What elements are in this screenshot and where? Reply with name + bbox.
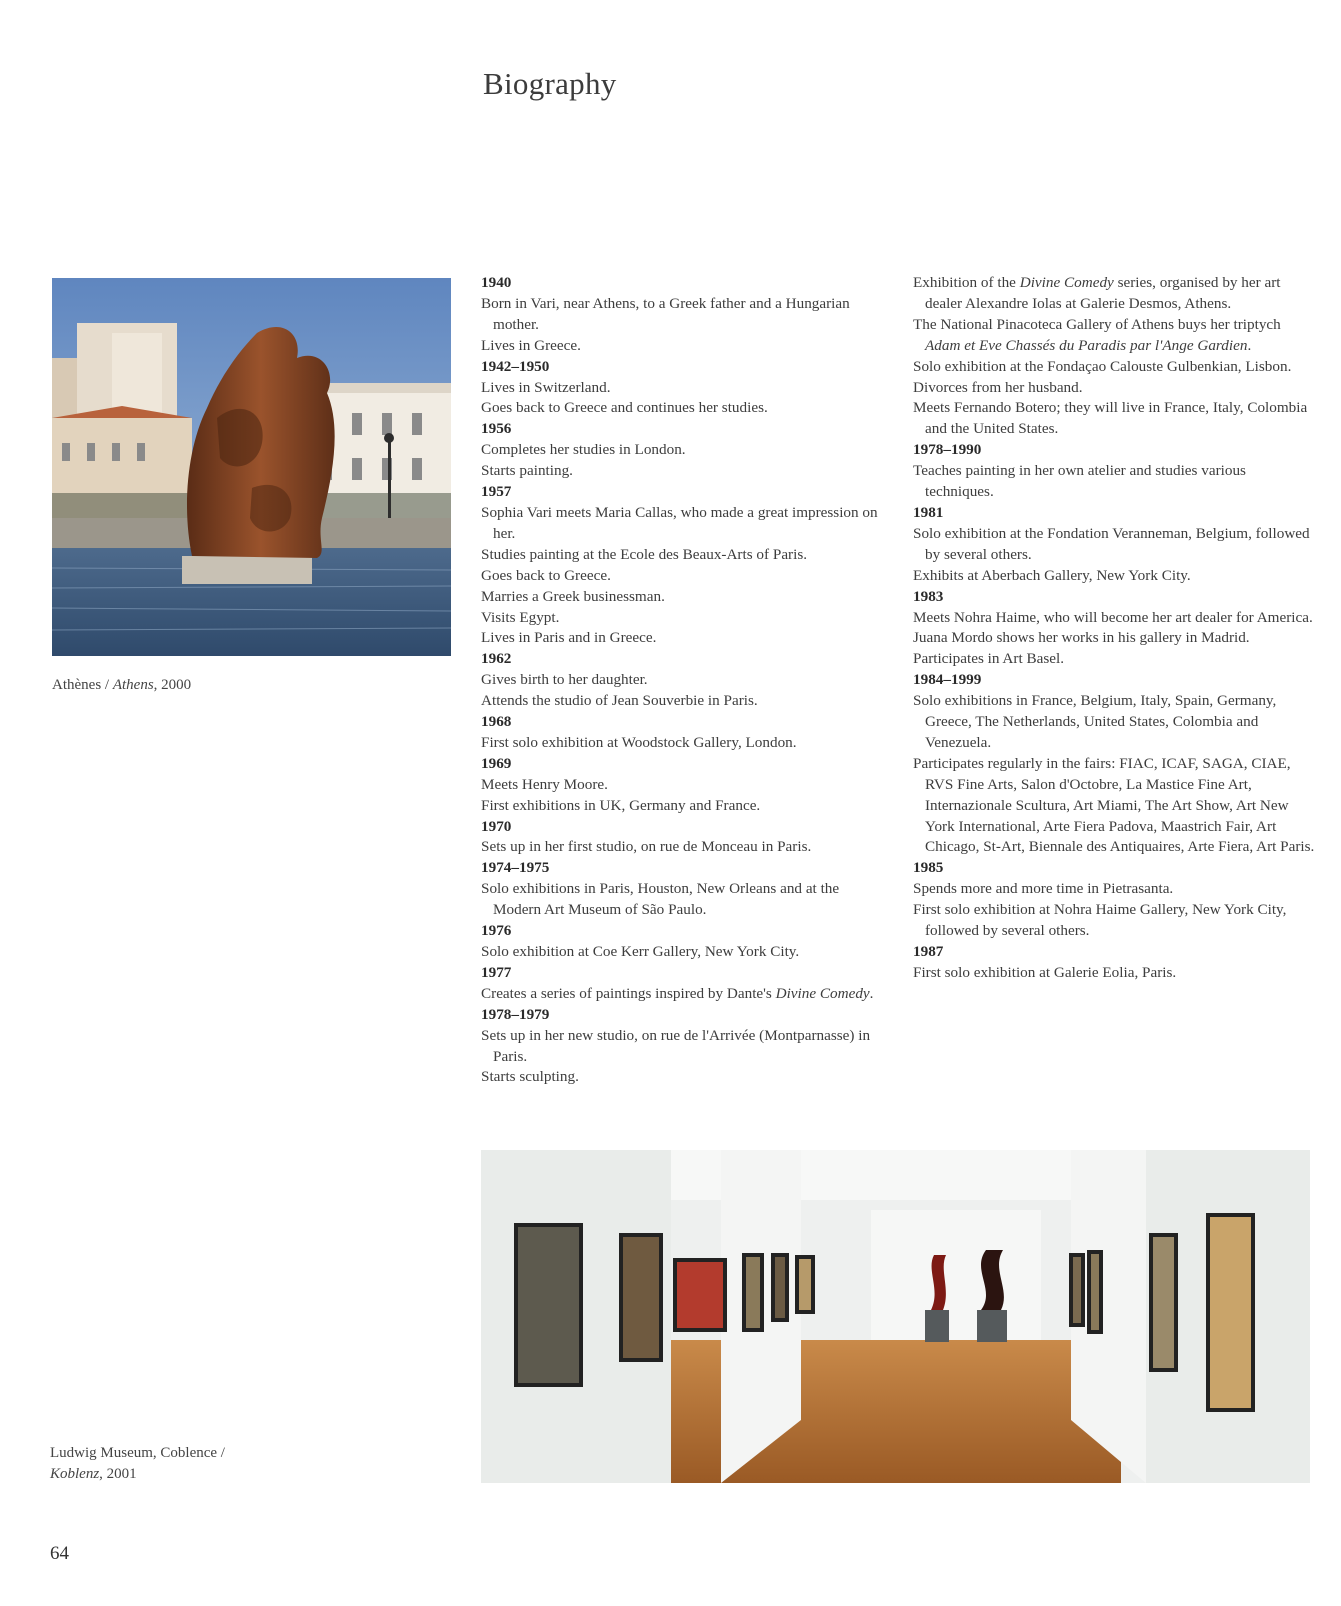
year-heading: 1976 — [481, 922, 512, 940]
biography-entry — [913, 357, 1318, 378]
biography-entry — [913, 524, 1318, 566]
biography-entry — [913, 754, 1318, 859]
biography-entry — [481, 942, 886, 963]
entry-text: Solo exhibition at Coe Kerr Gallery, New York City. — [481, 943, 800, 960]
biography-entry — [481, 294, 886, 336]
entry-text: Starts sculpting. — [481, 1068, 579, 1086]
athens-sculpture-photo — [52, 278, 451, 656]
entry-text: Meets Fernando Botero; they will live in France, Italy, Colombia and the United States. — [913, 399, 1308, 438]
entry-text-end: series, organised by her art dealer Alexandre Iolas at Galerie Desmos, Athens. — [925, 274, 1281, 312]
museum-gallery-photo — [481, 1150, 1310, 1483]
entry-italic-title: Divine Comedy — [775, 984, 870, 1002]
entry-text: Solo exhibition at the Fondation Veranneman, Belgium, followed by several others. — [913, 524, 1310, 563]
biography-entry — [913, 315, 1318, 357]
biography-entry — [481, 796, 886, 817]
entry-text: Solo exhibitions in France, Belgium, Italy, Spain, Germany, Greece, The Netherlands, United States, Colombia and Venezuela. — [913, 692, 1277, 751]
entry-text: Teaches painting in her own atelier and studies various techniques. — [913, 462, 1246, 501]
year-heading: 1968 — [481, 713, 512, 731]
year-heading: 1984–1999 — [913, 671, 982, 689]
entry-text: Meets Nohra Haime, who will become her art dealer for America. — [913, 608, 1313, 626]
entry-text: Creates a series of paintings inspired by Dante's — [481, 984, 776, 1002]
year-heading: 1978–1979 — [481, 1005, 550, 1023]
entry-text: Studies painting at the Ecole des Beaux-Arts of Paris. — [481, 545, 808, 563]
entry-text: Participates regularly in the fairs: FIAC, ICAF, SAGA, CIAE, RVS Fine Arts, Salon d'Octobre, La Mastice Fine Art, Internazionale Scultura, Art Miami, The Art Show, Art New York International, Arte Fiera Padova, Maastrich Fair, Art Chicago, St-Art, Biennale des Antiquaires, Arte Fiera, Art Paris. — [913, 754, 1315, 856]
caption-italic: Athens — [112, 677, 154, 693]
biography-entry — [481, 336, 886, 357]
entry-text: Visits Egypt. — [481, 608, 560, 626]
entry-text: Spends more and more time in Pietrasanta. — [913, 880, 1174, 898]
year-heading: 1983 — [913, 587, 944, 605]
biography-entry — [481, 398, 886, 419]
entry-text: First solo exhibition at Galerie Eolia, Paris. — [913, 963, 1177, 981]
biography-entry — [481, 1026, 886, 1068]
entry-text: Sets up in her first studio, on rue de Monceau in Paris. — [481, 838, 812, 856]
biography-entry — [481, 461, 886, 482]
entry-text: Divorces from her husband. — [913, 378, 1083, 396]
year-heading: 1962 — [481, 650, 512, 668]
year-heading: 1957 — [481, 483, 512, 501]
entry-text: Exhibits at Aberbach Gallery, New York City. — [913, 566, 1191, 584]
entry-text: Goes back to Greece. — [481, 566, 611, 584]
biography-entry — [481, 733, 886, 754]
biography-entry — [913, 963, 1318, 984]
page-number: 64 — [50, 1543, 69, 1564]
biography-entry — [481, 566, 886, 587]
biography-entry — [481, 587, 886, 608]
entry-text: First solo exhibition at Nohra Haime Gallery, New York City, followed by several others. — [913, 901, 1287, 940]
biography-entry — [913, 691, 1318, 754]
year-heading: 1981 — [913, 503, 944, 521]
entry-text: Gives birth to her daughter. — [481, 671, 648, 689]
year-heading: 1977 — [481, 963, 512, 981]
entry-text-end: . — [1247, 336, 1252, 354]
year-heading: 1942–1950 — [481, 357, 550, 375]
biography-entry — [481, 503, 886, 545]
year-heading: 1970 — [481, 817, 512, 835]
museum-photo-caption — [50, 1443, 270, 1485]
biography-entry — [481, 608, 886, 629]
biography-entry — [913, 628, 1318, 649]
entry-italic-title: Divine Comedy — [1019, 274, 1114, 291]
entry-text-end: . — [869, 984, 874, 1002]
biography-entry — [481, 775, 886, 796]
entry-text: Starts painting. — [481, 462, 573, 480]
biography-entry — [913, 566, 1318, 587]
biography-entry — [481, 1067, 886, 1088]
biography-entry — [481, 984, 886, 1005]
page-title: Biography — [483, 66, 617, 101]
entry-text: The National Pinacoteca Gallery of Athens buys her triptych — [913, 315, 1281, 333]
caption-text: Ludwig Museum, Coblence / — [50, 1445, 225, 1461]
entry-text: Solo exhibitions in Paris, Houston, New Orleans and at the Modern Art Museum of São Paulo. — [481, 880, 840, 919]
year-heading: 1956 — [481, 420, 512, 438]
year-heading: 1974–1975 — [481, 859, 550, 877]
entry-text: Meets Henry Moore. — [481, 775, 608, 793]
entry-text: Lives in Greece. — [481, 336, 581, 354]
entry-text: Born in Vari, near Athens, to a Greek father and a Hungarian mother. — [481, 294, 850, 333]
entry-text: Solo exhibition at the Fondaçao Calouste Gulbenkian, Lisbon. — [913, 357, 1292, 375]
entry-text: Lives in Paris and in Greece. — [481, 629, 657, 647]
biography-entry — [913, 398, 1318, 440]
caption-italic: Koblenz — [50, 1466, 100, 1482]
biography-entry — [481, 378, 886, 399]
caption-year: , 2000 — [153, 677, 192, 693]
entry-text: Goes back to Greece and continues her studies. — [481, 399, 768, 417]
entry-italic-title: Adam et Eve Chassés du Paradis par l'Ange Gardien — [925, 336, 1248, 354]
biography-entry — [913, 378, 1318, 399]
year-heading: 1969 — [481, 754, 512, 772]
biography-column-2 — [913, 273, 1318, 984]
year-heading: 1940 — [481, 274, 512, 291]
caption-year: , 2001 — [99, 1466, 137, 1482]
biography-entry — [481, 691, 886, 712]
entry-text: Juana Mordo shows her works in his gallery in Madrid. — [913, 629, 1250, 647]
biography-entry — [913, 461, 1318, 503]
entry-text: Exhibition of the — [913, 274, 1020, 291]
biography-entry — [481, 440, 886, 461]
biography-entry — [481, 670, 886, 691]
entry-text: Sophia Vari meets Maria Callas, who made a great impression on her. — [481, 503, 878, 542]
year-heading: 1985 — [913, 859, 944, 877]
entry-text: Sets up in her new studio, on rue de l'Arrivée (Montparnasse) in Paris. — [481, 1026, 871, 1065]
athens-photo-caption — [52, 675, 191, 696]
entry-text: Participates in Art Basel. — [913, 650, 1064, 668]
year-heading: 1978–1990 — [913, 441, 982, 459]
year-heading: 1987 — [913, 943, 944, 960]
caption-text: Athènes / — [52, 677, 113, 693]
entry-text: Completes her studies in London. — [481, 441, 686, 459]
biography-entry — [913, 649, 1318, 670]
biography-entry — [481, 628, 886, 649]
biography-entry — [481, 545, 886, 566]
entry-text: Lives in Switzerland. — [481, 378, 611, 396]
entry-text: First solo exhibition at Woodstock Gallery, London. — [481, 733, 797, 751]
biography-entry — [913, 273, 1318, 315]
biography-entry — [913, 900, 1318, 942]
entry-text: First exhibitions in UK, Germany and France. — [481, 796, 761, 814]
entry-text: Marries a Greek businessman. — [481, 587, 665, 605]
biography-entry — [913, 608, 1318, 629]
biography-entry — [913, 879, 1318, 900]
biography-column-1 — [481, 273, 886, 1088]
entry-text: Attends the studio of Jean Souverbie in Paris. — [481, 692, 758, 710]
biography-entry — [481, 837, 886, 858]
biography-entry — [481, 879, 886, 921]
